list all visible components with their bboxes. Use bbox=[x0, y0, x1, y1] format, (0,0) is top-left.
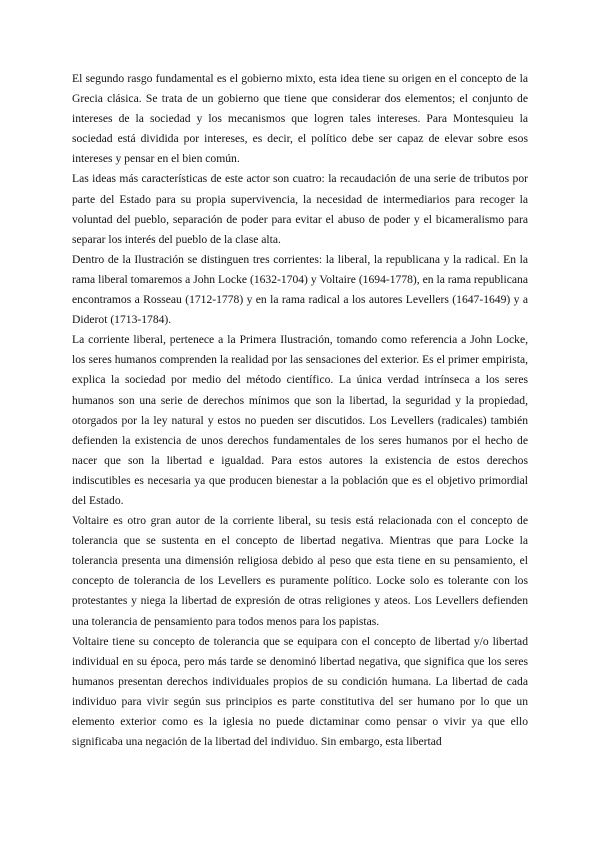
paragraph-corrientes-ilustracion: Dentro de la Ilustración se distinguen tres corrientes: la liberal, la republicana y la radical. En la rama liberal tomaremos a John Locke (1632-1704) y Voltaire (1694-1778), en la rama republicana encontramos a Rosseau (1712-1778) y en la rama radical a los autores Levellers (1647-1649) y a Diderot (1713-1784). bbox=[72, 252, 528, 327]
body-text bbox=[72, 69, 528, 752]
paragraph-ideas-caracteristicas: Las ideas más características de este actor son cuatro: la recaudación de una serie de tributos por parte del Estado para su propia supervivencia, la necesidad de intermediarios para recoger la voluntad del pueblo, separación de poder para evitar el abuso de poder y el bicameralismo para separar los interés del pueblo de la clase alta. bbox=[72, 172, 528, 246]
paragraph-libertad-negativa: Voltaire tiene su concepto de tolerancia que se equipara con el concepto de libertad y/o libertad individual en su época, pero más tarde se denominó libertad negativa, que significa que los seres humanos presentan derechos individuales propios de su condición humana. La libertad de cada individuo para vivir según sus principios es parte constitutiva del ser humano por lo que un elemento exterior como es la iglesia no puede dictaminar como pensar o vivir ya que ello significaba una negación de la libertad del individuo. Sin embargo, esta libertad bbox=[72, 634, 528, 749]
paragraph-gobierno-mixto: El segundo rasgo fundamental es el gobierno mixto, esta idea tiene su origen en el concepto de la Grecia clásica. Se trata de un gobierno que tiene que considerar dos elementos; el conjunto de intereses de la sociedad y los mecanismos que logren tales intereses. Para Montesquieu la sociedad está dividida por intereses, es decir, el político debe ser capaz de elevar sobre esos intereses y pensar en el bien común. bbox=[72, 72, 528, 166]
paragraph-voltaire-tolerancia: Voltaire es otro gran autor de la corriente liberal, su tesis está relacionada con el concepto de tolerancia que se sustenta en el concepto de libertad negativa. Mientras que para Locke la tolerancia presenta una dimensión religiosa debido al peso que esta tiene en su pensamiento, el concepto de tolerancia de los Levellers es puramente político. Locke solo es tolerante con los protestantes y niega la libertad de expresión de otras religiones y ateos. Los Levellers defienden una tolerancia de pensamiento para todos menos para los papistas. bbox=[72, 514, 528, 628]
paragraph-corriente-liberal: La corriente liberal, pertenece a la Primera Ilustración, tomando como referencia a John Locke, los seres humanos comprenden la realidad por las sensaciones del exterior. Es el primer empirista, explica la sociedad por medio del método científico. La única verdad intrínseca a los seres humanos son una serie de derechos mínimos que son la libertad, la seguridad y la propiedad, otorgados por la ley natural y estos no pueden ser discutidos. Los Levellers (radicales) también defienden la existencia de unos derechos fundamentales de los seres humanos por el hecho de nacer que son la libertad e igualdad. Para estos autores la existencia de estos derechos indiscutibles es necesaria ya que producen bienestar a la población que es el objetivo primordial del Estado. bbox=[72, 333, 528, 507]
